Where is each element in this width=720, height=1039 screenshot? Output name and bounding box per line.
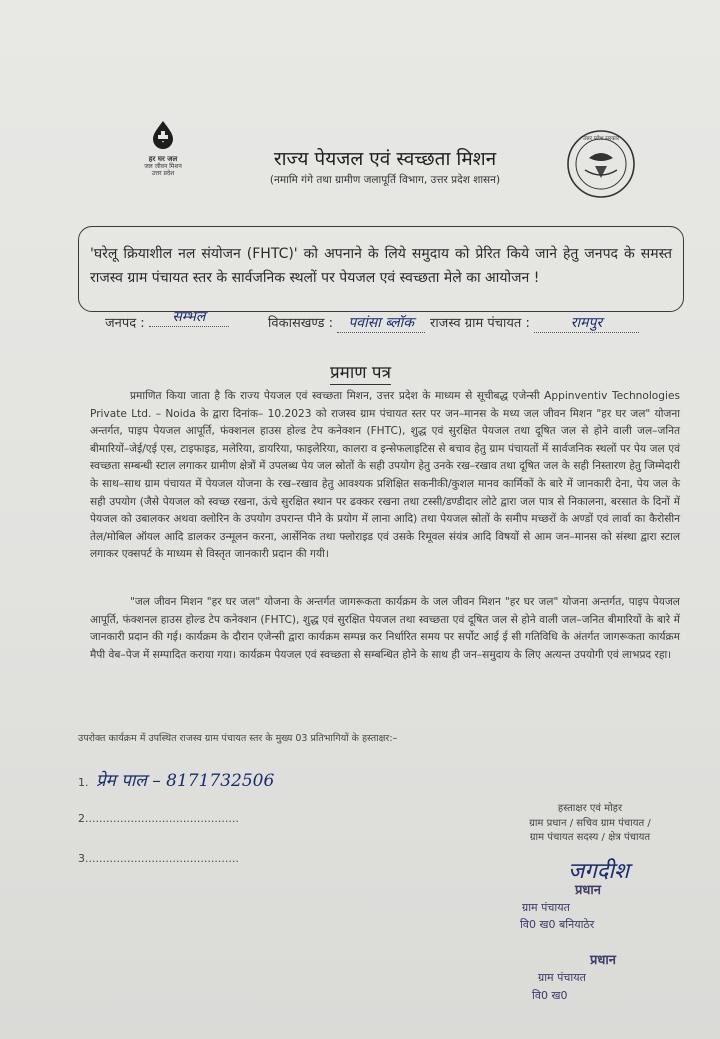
water-tap-icon <box>146 118 180 152</box>
block-label: विकासखण्ड : <box>268 316 334 331</box>
district-field <box>105 309 229 333</box>
block-value: पवांसा ब्लॉक <box>337 313 425 333</box>
logo-caption-2: जल जीवन मिशन <box>144 163 182 170</box>
logo-caption-3: उत्तर प्रदेश <box>151 170 175 177</box>
stamp-2-title: प्रधान <box>590 953 616 968</box>
logo-caption-1: हर घर जल <box>148 155 178 163</box>
stamp-1-title: प्रधान <box>575 883 601 898</box>
stamp-1-line-2: ग्राम पंचायत <box>522 901 570 914</box>
participant-1-number: 1. <box>78 776 89 789</box>
certificate-paragraph-1: प्रमाणित किया जाता है कि राज्य पेयजल एवं स्वच्छता मिशन, उत्तर प्रदेश के माध्यम से सूचीबद्ध एजेन्सी Appinventiv Technologies Private Ltd. – Noida के द्वारा दिनांक– 10.2023 को राजस्व ग्राम पंचायत स्तर पर जन–मानस के मध्य जल जीवन मिशन "हर घर जल" योजना अन्तर्गत, पाइप पेयजल आपूर्ति, फंक्शनल हाउस होल्ड टेप कनेक्शन (FHTC), शुद्ध एवं सुरक्षित पेयजल तथा दूषित जल से होने वाली जल–जनित बीमारियों–जेई/एई एस, टाइफाइड, मलेरिया, डायरिया, फाइलेरिया, कालरा व इन्सेफलाइटिस से बचाव हेतु ग्राम पंचायतों में सार्वजनिक स्थलों पर पेय जल एवं स्वच्छता सम्बन्धी स्टाल लगाकर ग्रामीण क्षेत्रों में उपलब्ध पेय जल स्रोतों के सही उपयोग हेतु उनके रख–रखाव तथा दूषित जल के सही निस्तारण हेतु जिम्मेदारी के साथ–साथ ग्राम पंचायत में पेयजल योजना के रख–रखाव हेतु आवश्यक प्रशिक्षित सकनीकी/कुशल मानव कार्मिकों के बारे में जानकारी देना, पेय जल के सही उपयोग (जैसे पेयजल को स्वच्छ रखना, ऊंचे सुरक्षित स्थान पर ढक्कर रखना तथा टस्सी/डण्डीदार लोटे द्वारा जल पात्र से निकालना, बरसात के दिनों में पेयजल को उबालकर अथवा क्लोरिन के उपयोग उपरान्त पीने के प्रयोग में लाना आदि) तथा पेयजल स्रोतों के समीप मच्छरों के अण्डों एवं लार्वा का कैरोसीन तेल/मोबिल ऑयल आदि डालकर उन्मूलन करना, आर्सेनिक तथा फ्लोराइड एवं उसके रिमूवल संयंत्र आदि विषयों से आम जन–मानस को संस्था द्वारा स्टाल लगाकर एक्सपर्ट के माध्यम से विस्तृत जानकारी प्रदान की गयी। <box>90 390 680 561</box>
district-label: जनपद : <box>105 316 145 331</box>
seal-text: उत्तर प्रदेश सरकार <box>582 136 620 142</box>
pradhan-signature: जगदीश <box>568 859 630 884</box>
signatory-label-1: हस्ताक्षर एवं मोहर <box>557 803 623 814</box>
district-value: सम्भल <box>149 307 229 327</box>
block-field <box>268 313 425 333</box>
document-subtitle: (नमामि गंगे तथा ग्रामीण जलापूर्ति विभाग, उत्तर प्रदेश शासन) <box>269 174 501 186</box>
document-title: राज्य पेयजल एवं स्वच्छता मिशन <box>273 148 497 170</box>
participant-1-value: प्रेम पाल – 8171732506 <box>96 771 275 791</box>
participant-2: 2............................................ <box>78 812 239 825</box>
panchayat-label: राजस्व ग्राम पंचायत : <box>430 316 530 331</box>
signatory-label-2: ग्राम प्रधान / सचिव ग्राम पंचायत / <box>529 818 651 829</box>
certificate-title: प्रमाण पत्र <box>330 360 391 385</box>
event-title-text: 'घरेलू क्रियाशील नल संयोजन (FHTC)' को अपनाने के लिये समुदाय को प्रेरित किये जाने हेतु जनपद के समस्त राजस्व ग्राम पंचायत स्तर के सार्वजनिक स्थलों पर पेयजल एवं स्वच्छता मेले का आयोजन ! <box>90 246 672 286</box>
stamp-2-line-3: वि0 ख0 <box>532 989 568 1002</box>
participant-1 <box>78 768 274 791</box>
panchayat-value: रामपुर <box>534 313 639 333</box>
participants-intro: उपरोक्त कार्यक्रम में उपस्थित राजस्व ग्राम पंचायत स्तर के मुख्य 03 प्रतिभागियों के हस्ताक्षर:– <box>78 733 398 744</box>
stamp-2-line-2: ग्राम पंचायत <box>538 971 586 984</box>
up-government-seal-icon <box>565 128 637 200</box>
participant-3: 3............................................ <box>78 852 239 865</box>
har-ghar-jal-logo <box>130 118 196 177</box>
certificate-paragraph-2: "जल जीवन मिशन "हर घर जल" योजना के अन्तर्गत जागरूकता कार्यक्रम के जल जीवन मिशन "हर घर जल" योजना अन्तर्गत, पाइप पेयजल आपूर्ति, फंक्शनल हाउस होल्ड टेप कनेक्शन (FHTC), शुद्ध एवं सुरक्षित पेयजल तथा स्वच्छता एवं दूषित जल से होने वाली जल–जनित बीमारियों के बारे में जानकारी प्रदान की गई। कार्यक्रम के दौरान एजेन्सी द्वारा कार्यक्रम सम्पन्न कर निर्धारित समय पर सर्पोट आई ई सी गतिविधि के अंतर्गत जागरूकता कार्यक्रम मैपी वेब–पेज में सम्पादित कराया गया। कार्यक्रम पेयजल एवं स्वच्छता से सम्बन्धित होने के साथ ही जन–समुदाय के लिए अत्यन्त उपयोगी एवं लाभप्रद रहा। <box>90 596 680 661</box>
stamp-1-line-3: वि0 ख0 बनियाठेर <box>520 918 595 931</box>
signatory-label-3: ग्राम पंचायत सदस्य / क्षेत्र पंचायत <box>529 832 651 843</box>
panchayat-field <box>430 313 639 333</box>
